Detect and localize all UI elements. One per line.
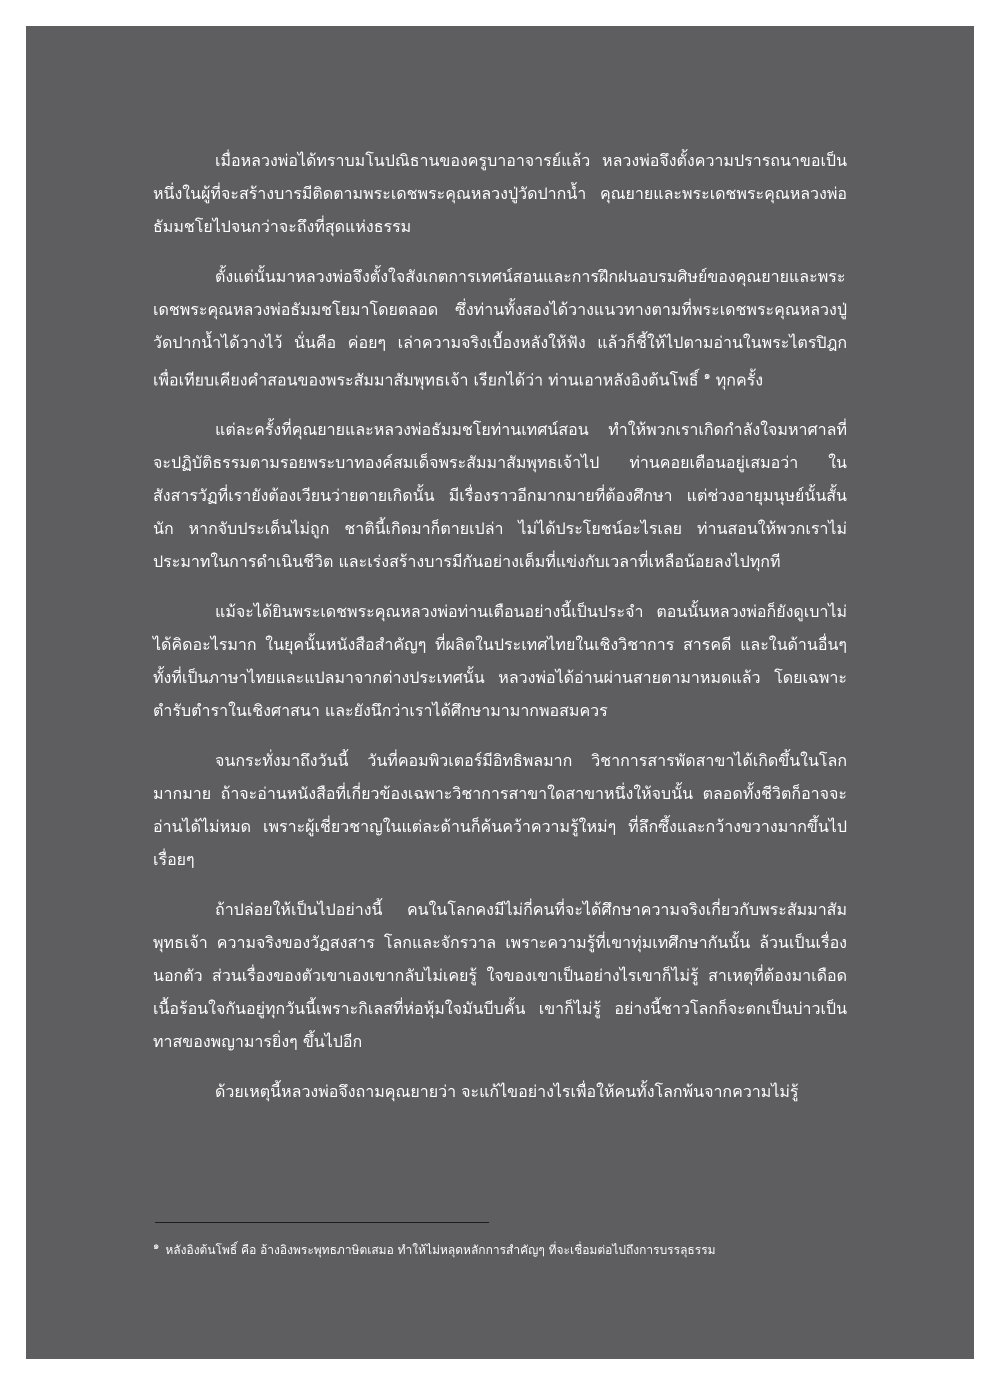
footnote-marker: ๑: [153, 1241, 160, 1252]
footnote-divider: [155, 1222, 489, 1223]
document-page: [26, 26, 974, 1359]
paragraph-3: แต่ละครั้งที่คุณยายและหลวงพ่อธัมมชโยท่านเทศน์สอน ทำให้พวกเราเกิดกำลังใจมหาศาลที่จะปฏิบัติธรรมตามรอยพระบาทองค์สมเด็จพระสัมมาสัมพุทธเจ้าไป ท่านคอยเตือนอยู่เสมอว่า ในสังสารวัฏที่เรายังต้องเวียนว่ายตายเกิดนั้น มีเรื่องราวอีกมากมายที่ต้องศึกษา แต่ช่วงอายุมนุษย์นั้นสั้นนัก หากจับประเด็นไม่ถูก ชาตินี้เกิดมาก็ตายเปล่า ไม่ได้ประโยชน์อะไรเลย ท่านสอนให้พวกเราไม่ประมาทในการดำเนินชีวิต และเร่งสร้างบารมีกันอย่างเต็มที่แข่งกับเวลาที่เหลือน้อยลงไปทุกที: [153, 420, 847, 572]
paragraph-5: จนกระทั่งมาถึงวันนี้ วันที่คอมพิวเตอร์มีอิทธิพลมาก วิชาการสารพัดสาขาได้เกิดขึ้นในโลกมากมาย ถ้าจะอ่านหนังสือที่เกี่ยวข้องเฉพาะวิชาการสาขาใดสาขาหนึ่งให้จบนั้น ตลอดทั้งชีวิตก็อาจจะอ่านได้ไม่หมด เพราะผู้เชี่ยวชาญในแต่ละด้านก็ค้นคว้าความรู้ใหม่ๆ ที่ลึกซึ้งและกว้างขวางมากขึ้นไปเรื่อยๆ: [153, 751, 847, 870]
footnote: [153, 1237, 853, 1260]
footnote-reference: ๑: [703, 369, 711, 382]
paragraph-6: ถ้าปล่อยให้เป็นไปอย่างนี้ คนในโลกคงมีไม่กี่คนที่จะได้ศึกษาความจริงเกี่ยวกับพระสัมมาสัมพุทธเจ้า ความจริงของวัฏสงสาร โลกและจักรวาล เพราะความรู้ที่เขาทุ่มเทศึกษากันนั้น ล้วนเป็นเรื่องนอกตัว ส่วนเรื่องของตัวเขาเองเขากลับไม่เคยรู้ ใจของเขาเป็นอย่างไรเขาก็ไม่รู้ สาเหตุที่ต้องมาเดือดเนื้อร้อนใจกันอยู่ทุกวันนี้เพราะกิเลสที่ห่อหุ้มใจมันบีบคั้น เขาก็ไม่รู้ อย่างนี้ชาวโลกก็จะตกเป็นบ่าวเป็นทาสของพญามารยิ่งๆ ขึ้นไปอีก: [153, 900, 847, 1052]
body-text: [153, 144, 847, 1125]
paragraph-1: เมื่อหลวงพ่อได้ทราบมโนปณิธานของครูบาอาจารย์แล้ว หลวงพ่อจึงตั้งความปรารถนาขอเป็นหนึ่งในผู้ที่จะสร้างบารมีติดตามพระเดชพระคุณหลวงปู่วัดปากน้ำ คุณยายและพระเดชพระคุณหลวงพ่อธัมมชโยไปจนกว่าจะถึงที่สุดแห่งธรรม: [153, 151, 847, 236]
paragraph-2-tail: ทุกครั้ง: [715, 370, 764, 390]
paragraph-2: [153, 260, 847, 396]
footnote-text: หลังอิงต้นโพธิ์ คือ อ้างอิงพระพุทธภาษิตเสมอ ทำให้ไม่หลุดหลักการสำคัญๆ ที่จะเชื่อมต่อไปถึงการบรรลุธรรม: [165, 1243, 716, 1257]
paragraph-2-text: ตั้งแต่นั้นมาหลวงพ่อจึงตั้งใจสังเกตการเทศน์สอนและการฝึกฝนอบรมศิษย์ของคุณยายและพระเดชพระคุณหลวงพ่อธัมมชโยมาโดยตลอด ซึ่งท่านทั้งสองได้วางแนวทางตามที่พระเดชพระคุณหลวงปู่วัดปากน้ำได้วางไว้ นั่นคือ ค่อยๆ เล่าความจริงเบื้องหลังให้ฟัง แล้วก็ชี้ให้ไปตามอ่านในพระไตรปิฎก เพื่อเทียบเคียงคำสอนของพระสัมมาสัมพุทธเจ้า เรียกได้ว่า ท่านเอาหลังอิงต้นโพธิ์: [153, 267, 847, 390]
paragraph-7: ด้วยเหตุนี้หลวงพ่อจึงถามคุณยายว่า จะแก้ไขอย่างไรเพื่อให้คนทั้งโลกพ้นจากความไม่รู้: [215, 1082, 799, 1102]
paragraph-4: แม้จะได้ยินพระเดชพระคุณหลวงพ่อท่านเตือนอย่างนี้เป็นประจำ ตอนนั้นหลวงพ่อก็ยังดูเบาไม่ได้คิดอะไรมาก ในยุคนั้นหนังสือสำคัญๆ ที่ผลิตในประเทศไทยในเชิงวิชาการ สารคดี และในด้านอื่นๆ ทั้งที่เป็นภาษาไทยและแปลมาจากต่างประเทศนั้น หลวงพ่อได้อ่านผ่านสายตามาหมดแล้ว โดยเฉพาะตำรับตำราในเชิงศาสนา และยังนึกว่าเราได้ศึกษามามากพอสมควร: [153, 602, 847, 721]
